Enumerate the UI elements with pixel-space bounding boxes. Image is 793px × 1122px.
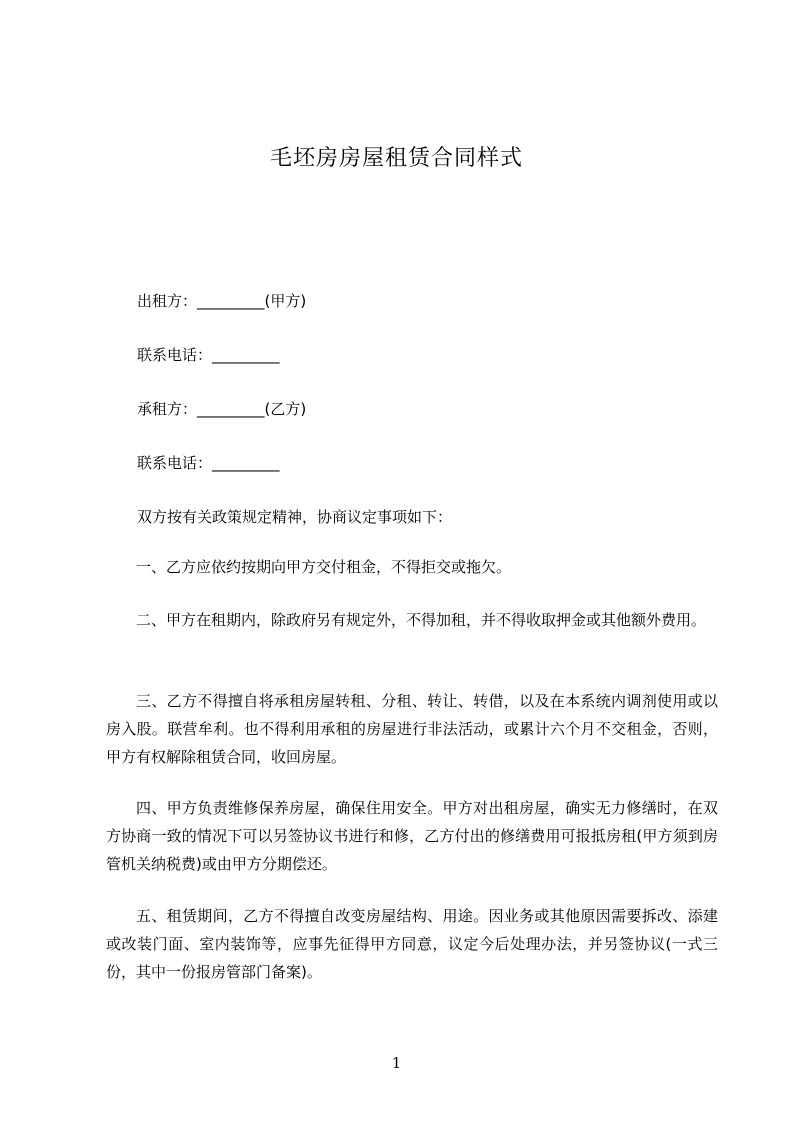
- page-number: 1: [391, 1054, 402, 1072]
- clause-2: 二、甲方在租期内，除政府另有规定外，不得加租，并不得收取押金或其他额外费用。: [136, 611, 707, 629]
- clause-4: 四、甲方负责维修保养房屋，确保住用安全。甲方对出租房屋，确实无力修缮时，在双方协商一致的情况下可以另签协议书进行和修，乙方付出的修缮费用可报抵房租(甲方须到房管机关纳税费)或由甲方分期偿还。: [106, 799, 718, 873]
- lessee-phone-line: 联系电话：_________: [137, 454, 280, 472]
- lessor-line: 出租方：_________(甲方): [137, 292, 307, 310]
- document-title: 毛坯房房屋租赁合同样式: [269, 146, 523, 171]
- clause-5: 五、租赁期间，乙方不得擅自改变房屋结构、用途。因业务或其他原因需要拆改、添建或改装门面、室内装饰等，应事先征得甲方同意，议定今后处理办法，并另签协议(一式三份，其中一份报房管部门备案)。: [106, 907, 718, 981]
- intro-paragraph: 双方按有关政策规定精神，协商议定事项如下：: [137, 508, 453, 526]
- lessee-line: 承租方：_________(乙方): [137, 400, 307, 418]
- lessor-phone-line: 联系电话：_________: [137, 346, 280, 364]
- clause-1: 一、乙方应依约按期向甲方交付租金，不得拒交或拖欠。: [136, 558, 512, 576]
- clause-3: 三、乙方不得擅自将承租房屋转租、分租、转让、转借，以及在本系统内调剂使用或以房入股。联营牟利。也不得利用承租的房屋进行非法活动，或累计六个月不交租金，否则，甲方有权解除租赁合同，收回房屋。: [106, 692, 718, 766]
